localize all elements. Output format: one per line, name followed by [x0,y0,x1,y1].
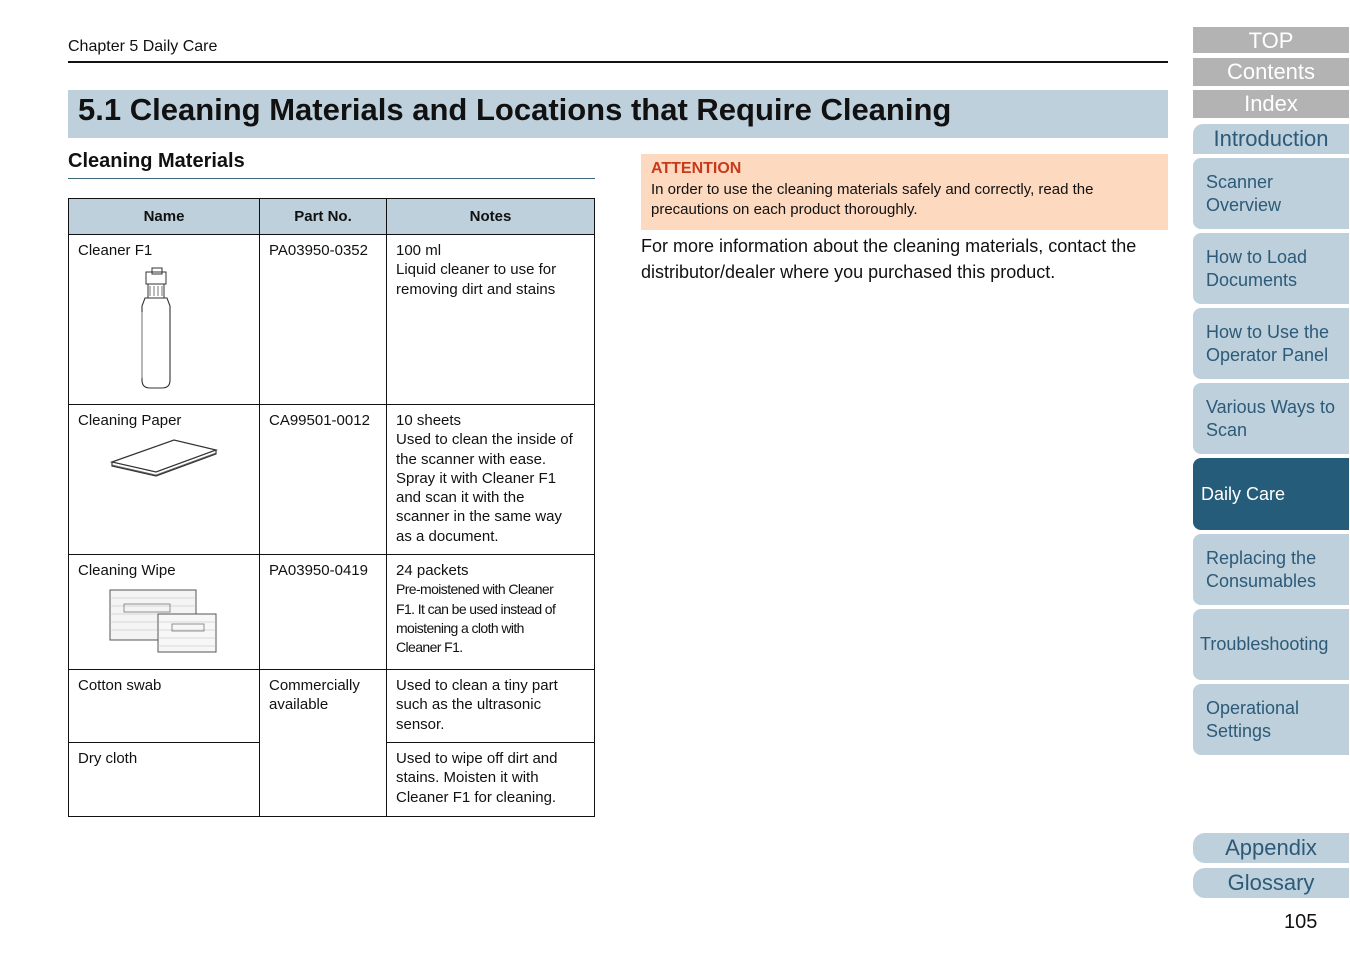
cleaning-paper-icon [78,434,250,484]
nav-daily-care[interactable]: Daily Care [1193,458,1349,530]
title-bar [68,90,1168,138]
part-line: available [269,696,329,714]
nav-label: Operator Panel [1206,344,1329,365]
nav-replacing-consumables[interactable] [1193,534,1349,605]
note-line: Pre-moistened with Cleaner [396,581,554,598]
nav-label: Consumables [1206,570,1317,591]
table-header-row [69,199,595,235]
note-line: Cleaner F1 for cleaning. [396,788,557,806]
header-part-no: Part No. [260,199,387,235]
table-row [69,670,595,743]
nav-label: Overview [1206,194,1282,215]
nav-glossary[interactable]: Glossary [1193,868,1349,898]
table-row [69,555,595,670]
nav-load-documents[interactable] [1193,233,1349,304]
more-info-paragraph [641,233,1168,285]
note-line: F1. It can be used instead of [396,600,556,617]
header-notes: Notes [387,199,595,235]
item-name: Cleaning Wipe [78,562,176,579]
materials-table [68,198,595,817]
cell-notes [387,405,595,555]
nav-various-ways[interactable] [1193,383,1349,454]
cell-name [69,235,260,405]
note-line: Spray it with Cleaner F1 [396,469,557,487]
header-rule [68,61,1168,63]
cleaning-wipe-icon [78,584,250,656]
table-row [69,235,595,405]
note-line: Cleaner F1. [396,639,463,656]
cell-notes [387,670,595,743]
nav-label: Scan [1206,419,1248,440]
note-line: Used to wipe off dirt and [396,750,558,767]
nav-contents[interactable]: Contents [1193,58,1349,86]
attention-box [641,154,1168,230]
nav-label: Various Ways to [1206,397,1336,417]
cell-notes [387,555,595,670]
cell-name: Dry cloth [69,743,260,817]
cell-part-no [260,670,387,817]
cell-part-no: PA03950-0352 [260,235,387,405]
item-name: Cleaner F1 [78,242,153,259]
nav-troubleshooting[interactable]: Troubleshooting [1193,609,1349,680]
more-info-line: distributor/dealer where you purchased this product. [641,262,1056,282]
nav-label: How to Use the [1206,322,1330,342]
nav-label: How to Load [1206,247,1308,267]
more-info-line: For more information about the cleaning materials, contact the [641,236,1137,256]
note-line: Used to clean the inside of [396,431,573,449]
note-line: Used to clean a tiny part [396,677,558,694]
cell-name [69,405,260,555]
cell-notes [387,235,595,405]
note-line: removing dirt and stains [396,280,556,298]
note-line: the scanner with ease. [396,450,547,468]
nav-label: Documents [1206,269,1298,290]
nav-label: Scanner [1206,172,1274,192]
nav-scanner-overview[interactable] [1193,158,1349,229]
cell-part-no: CA99501-0012 [260,405,387,555]
note-line: such as the ultrasonic [396,696,542,714]
note-line: sensor. [396,715,445,733]
nav-operator-panel[interactable] [1193,308,1349,379]
cell-part-no: PA03950-0419 [260,555,387,670]
spray-bottle-icon [78,264,250,390]
nav-index[interactable]: Index [1193,90,1349,118]
nav-top[interactable]: TOP [1193,27,1349,53]
nav-label: Replacing the [1206,548,1317,568]
part-line: Commercially [269,677,360,694]
page-title: 5.1 Cleaning Materials and Locations that Require Cleaning [78,92,952,127]
cell-name: Cotton swab [69,670,260,743]
header-name: Name [69,199,260,235]
table-row [69,405,595,555]
note-line: scanner in the same way [396,508,562,526]
note-line: 100 ml [396,242,442,259]
nav-appendix[interactable]: Appendix [1193,833,1349,863]
attention-text [651,180,1158,219]
attention-line: In order to use the cleaning materials safely and correctly, read the [651,181,1094,198]
nav-operational-settings[interactable] [1193,684,1349,755]
note-line: stains. Moisten it with [396,769,539,787]
note-line: 10 sheets [396,412,462,429]
section-rule [68,178,595,179]
item-name: Cleaning Paper [78,412,182,429]
note-line: moistening a cloth with [396,619,524,636]
chapter-header: Chapter 5 Daily Care [68,38,218,55]
note-line: as a document. [396,527,499,545]
note-line: and scan it with the [396,489,525,507]
note-line: Liquid cleaner to use for [396,261,557,279]
cell-notes [387,743,595,817]
section-heading: Cleaning Materials [68,150,245,172]
note-line: 24 packets [396,562,469,579]
nav-label: Settings [1206,720,1272,741]
nav-label: Operational [1206,698,1300,718]
attention-line: precautions on each product thoroughly. [651,200,918,218]
cell-name [69,555,260,670]
page-number: 105 [1284,911,1318,933]
attention-title: ATTENTION [651,160,742,177]
nav-introduction[interactable]: Introduction [1193,124,1349,154]
